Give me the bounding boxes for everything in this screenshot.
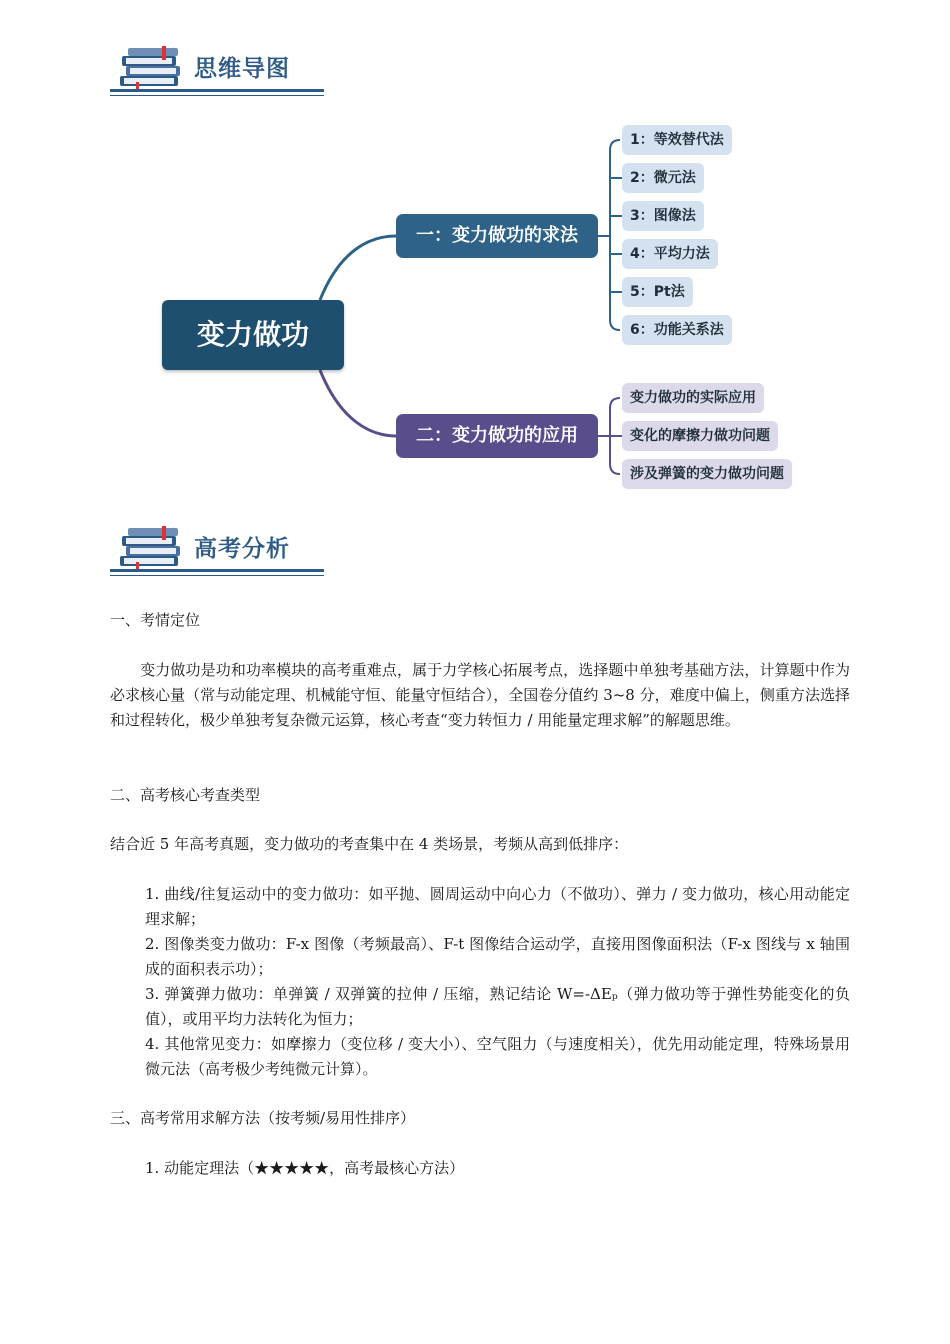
list-item: 2. 图像类变力做功：F-x 图像（考频最高）、F-t 图像结合运动学，直接用图像面积法（F-x 图线与 x 轴围成的面积表示功）； [145, 935, 850, 978]
mindmap-leaf: 变力做功的实际应用 [622, 383, 764, 413]
heading-methods: 三、高考常用求解方法（按考频/易用性排序） [110, 1109, 416, 1127]
section-rule [110, 569, 324, 572]
mindmap-leaf: 1：等效替代法 [622, 125, 732, 155]
mindmap-branch-methods: 一：变力做功的求法 [396, 214, 598, 258]
section-header-analysis [110, 526, 324, 576]
mindmap-leaf: 变化的摩擦力做功问题 [622, 421, 778, 451]
mindmap-leaf: 3：图像法 [622, 201, 704, 231]
mindmap-leaf: 2：微元法 [622, 163, 704, 193]
mindmap-root: 变力做功 [162, 300, 344, 370]
method-item: 1. 动能定理法（★★★★★，高考最核心方法） [145, 1159, 465, 1177]
mindmap-branch-applications: 二：变力做功的应用 [396, 414, 598, 458]
section-title: 高考分析 [194, 536, 290, 562]
section-rule-thin [110, 575, 324, 576]
mindmap-leaf: 涉及弹簧的变力做功问题 [622, 459, 792, 489]
mindmap-leaf: 6：功能关系法 [622, 315, 732, 345]
heading-core-types: 二、高考核心考查类型 [110, 786, 261, 804]
paragraph-exam-position: 变力做功是功和功率模块的高考重难点，属于力学核心拓展考点，选择题中单独考基础方法，计算题中作为必求核心量（常与动能定理、机械能守恒、能量守恒结合），全国卷分值约 3~8 分，难度中偏上，侧重方法选择和过程转化，极少单独考复杂微元运算，核心考查“变力转恒力 / 用能量定理求解”的解题思维。 [110, 661, 850, 729]
heading-exam-position: 一、考情定位 [110, 611, 201, 629]
section-title: 思维导图 [194, 56, 290, 82]
books-icon [116, 526, 188, 570]
mindmap-leaf: 4：平均力法 [622, 239, 718, 269]
mindmap-leaf: 5：Pt法 [622, 277, 693, 307]
list-item: 3. 弹簧弹力做功：单弹簧 / 双弹簧的拉伸 / 压缩，熟记结论 W=-ΔEₚ（弹力做功等于弹性势能变化的负值），或用平均力法转化为恒力； [145, 985, 850, 1028]
list-item: 4. 其他常见变力：如摩擦力（变位移 / 变大小）、空气阻力（与速度相关），优先用动能定理，特殊场景用微元法（高考极少考纯微元计算）。 [145, 1035, 850, 1078]
list-item: 1. 曲线/往复运动中的变力做功：如平抛、圆周运动中向心力（不做功）、弹力 / 变力做功，核心用动能定理求解； [145, 885, 850, 928]
paragraph-core-types: 结合近 5 年高考真题，变力做功的考查集中在 4 类场景，考频从高到低排序： [110, 835, 629, 853]
